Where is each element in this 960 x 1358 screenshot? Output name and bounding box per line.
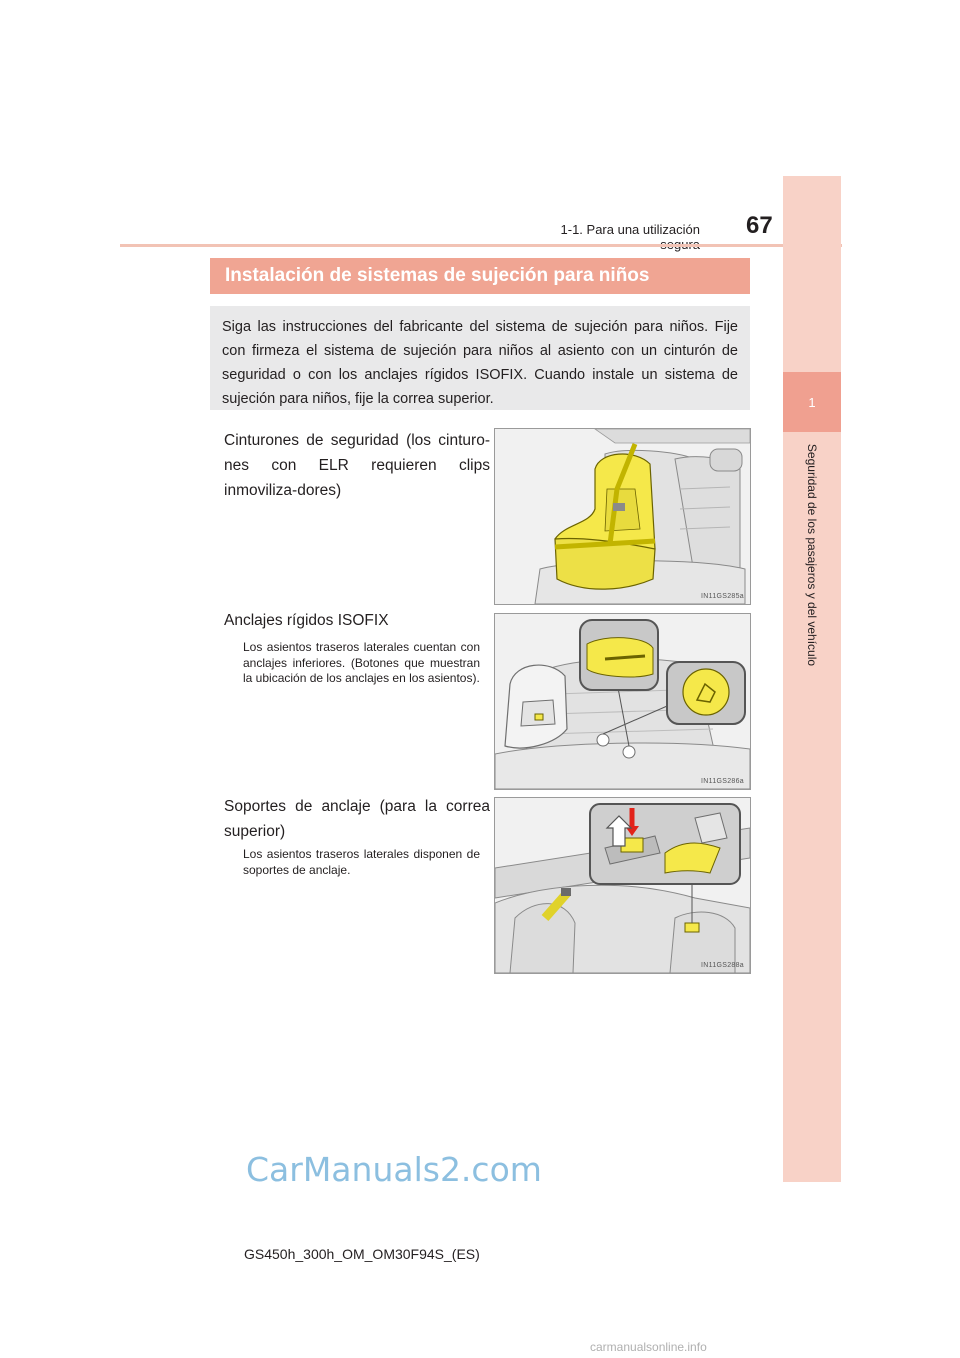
section-title: 1-1. Para una utilización — [560, 222, 700, 237]
chapter-tab[interactable] — [783, 372, 841, 432]
item-title-seatbelts: Cinturones de seguridad (los cinturo-nes con ELR requieren clips inmoviliza-dores) — [224, 432, 490, 499]
header-divider — [120, 244, 842, 247]
item-desc-anchor-brackets: Los asientos traseros laterales disponen de soportes de anclaje. — [243, 847, 480, 877]
seatbelt-illustration — [495, 429, 750, 604]
tether-illustration — [495, 798, 750, 973]
figure-isofix-anchors — [494, 613, 751, 790]
section-heading: Instalación de sistemas de sujeción para niños — [210, 258, 750, 294]
chapter-label: Seguridad de los pasajeros y del vehículo — [805, 443, 819, 667]
figure-code: IN11GS288a — [701, 962, 744, 969]
side-tab-strip — [783, 176, 841, 1182]
chapter-number: 1 — [808, 394, 816, 410]
watermark-logo: CarManuals2.com — [246, 1150, 542, 1189]
watermark-site: carmanualsonline.info — [590, 1340, 707, 1354]
intro-box: Siga las instrucciones del fabricante del sistema de sujeción para niños. Fije con firmeza el sistema de sujeción para niños al asiento con un cinturón de seguridad o con los anclajes rígidos ISOFIX. Cuando instale un sistema de sujeción para niños, fije la correa superior. — [210, 306, 750, 410]
figure-code: IN11GS285a — [701, 593, 744, 600]
item-title-isofix: Anclajes rígidos ISOFIX — [224, 612, 389, 629]
item-desc-isofix: Los asientos traseros laterales cuentan con anclajes inferiores. (Botones que muestran la ubicación de los anclajes en los asientos). — [243, 640, 480, 685]
document-code: GS450h_300h_OM_OM30F94S_(ES) — [244, 1246, 480, 1262]
figure-tether-anchors — [494, 797, 751, 974]
figure-seatbelt-install — [494, 428, 751, 605]
isofix-illustration — [495, 614, 750, 789]
item-title-anchor-brackets: Soportes de anclaje (para la correa superior) — [224, 798, 490, 840]
figure-code: IN11GS286a — [701, 778, 744, 785]
page-number: 67 — [746, 212, 773, 239]
